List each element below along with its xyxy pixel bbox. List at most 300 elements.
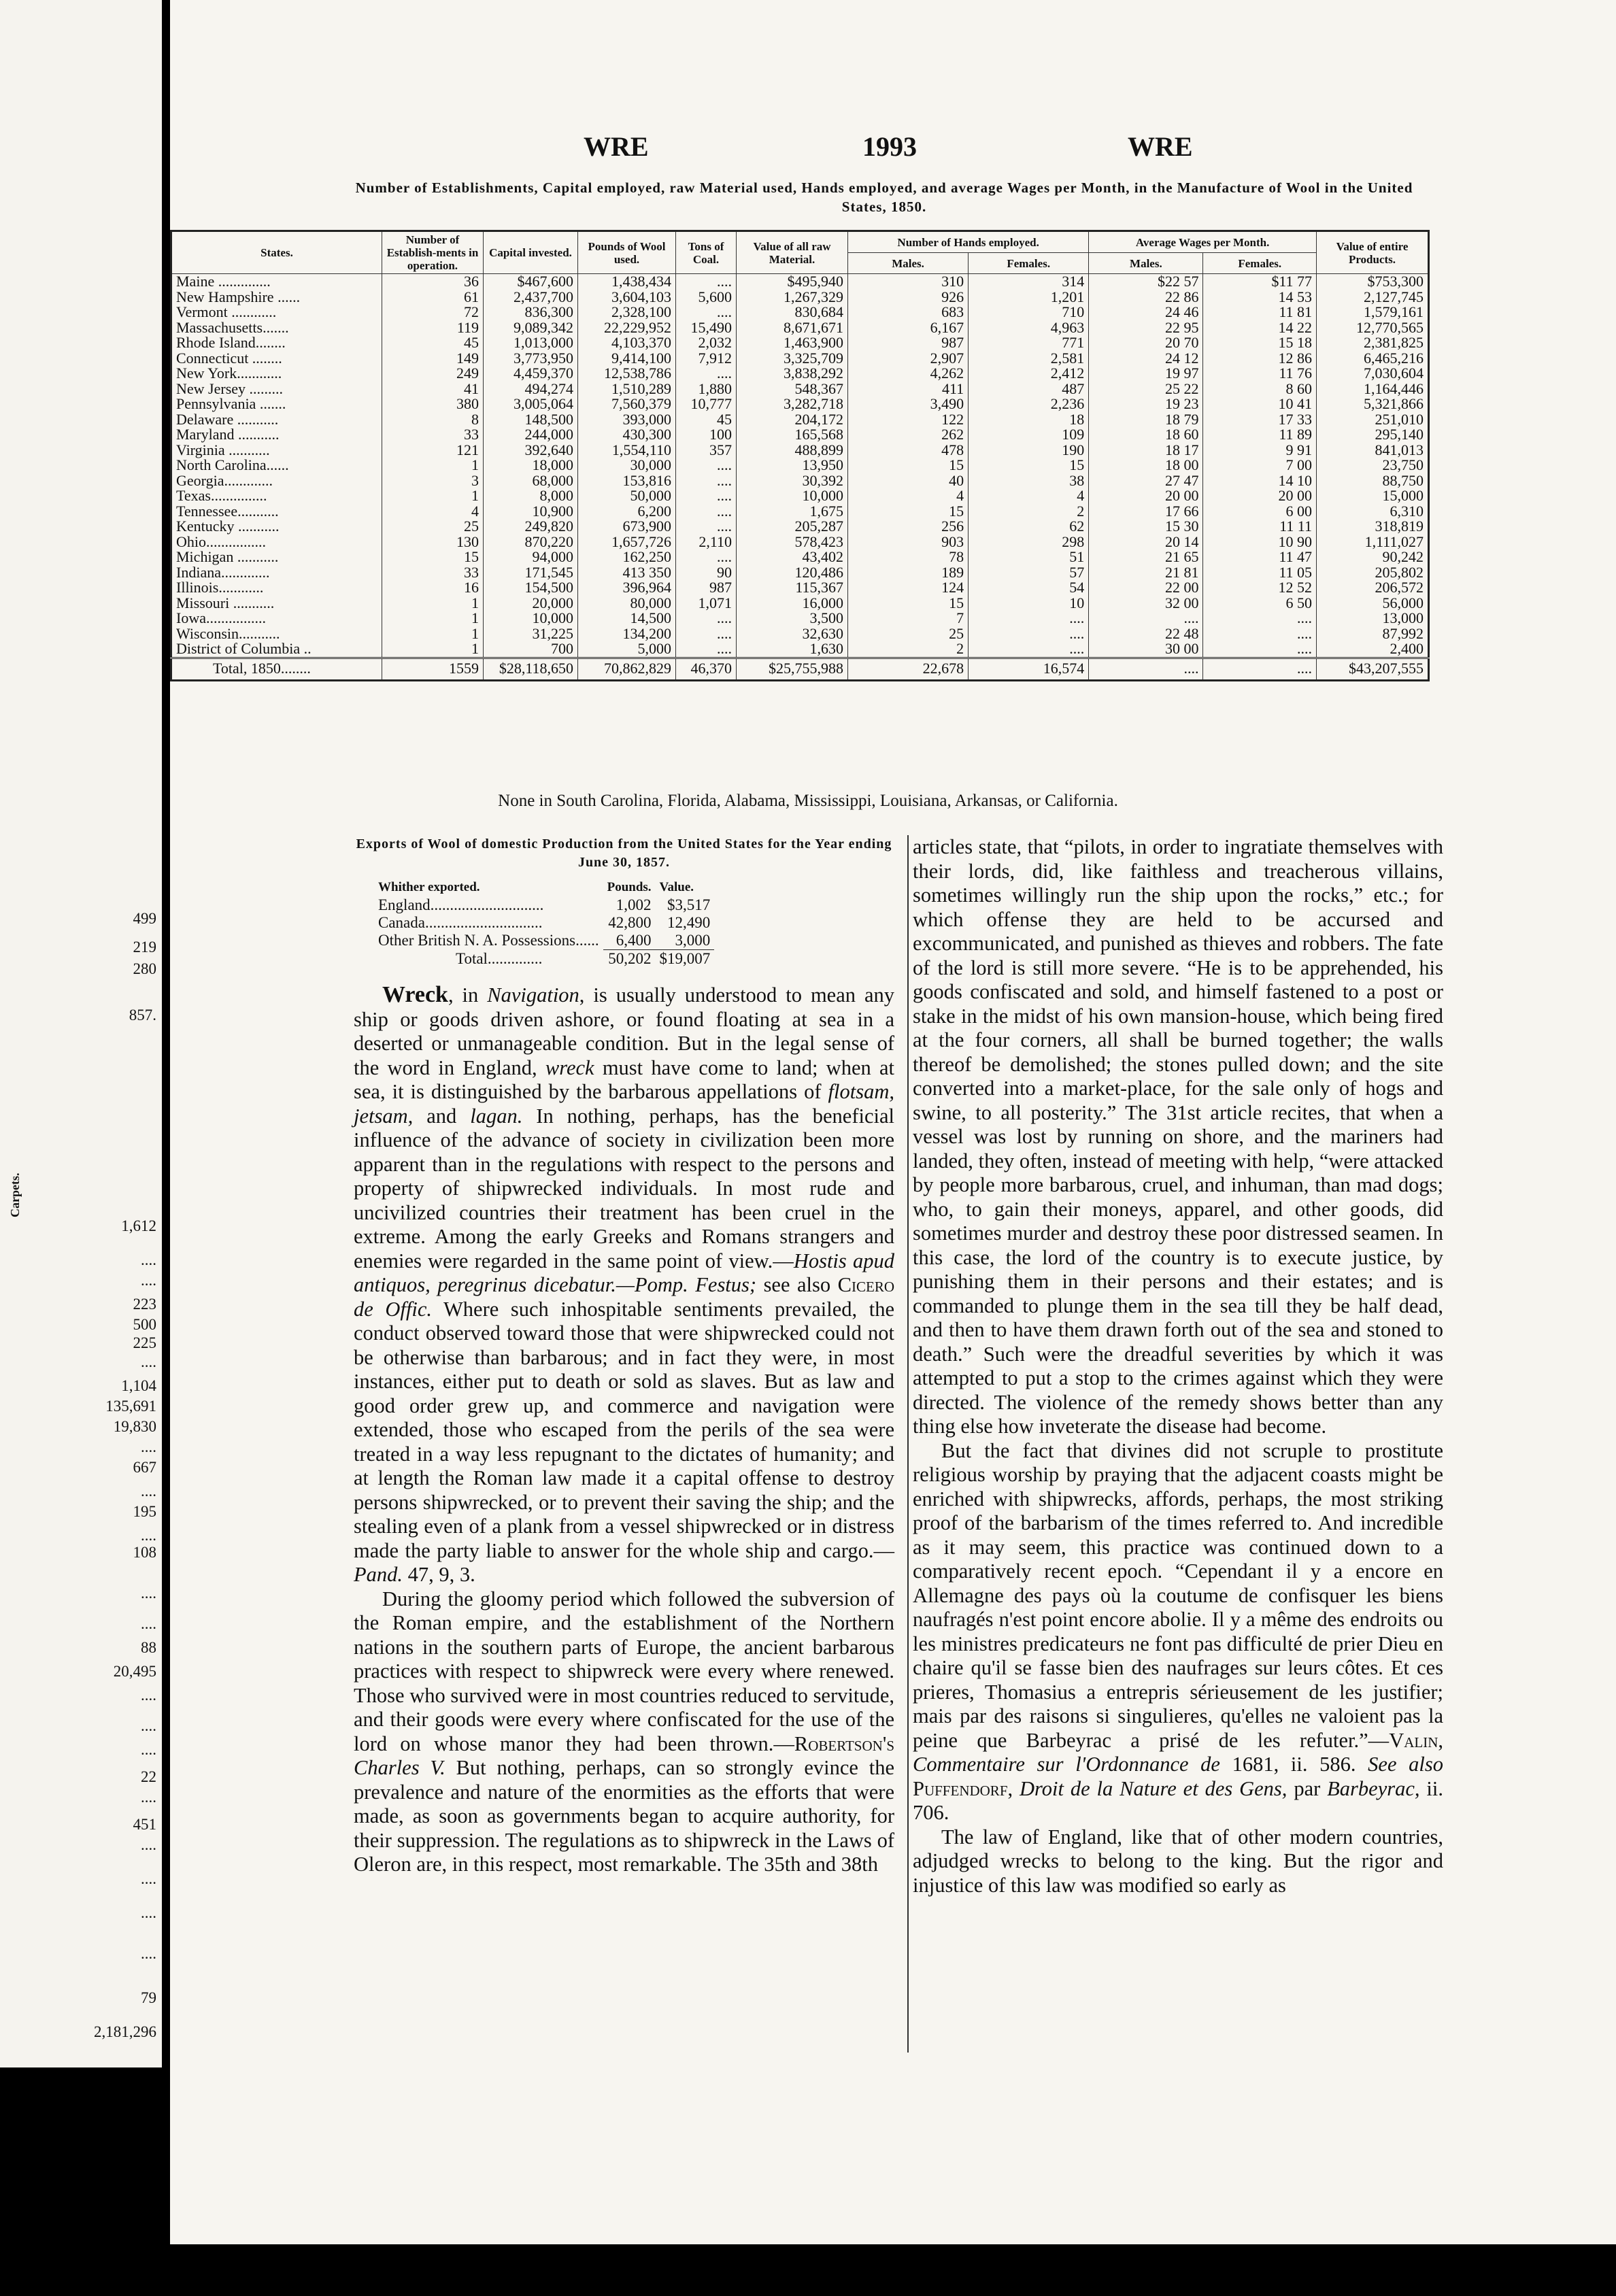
table-cell: 11 11 [1203, 519, 1317, 535]
table-cell: 13,000 [1317, 611, 1429, 626]
table-cell: 1,554,110 [578, 443, 676, 458]
col-header-products: Value of entire Products. [1317, 231, 1429, 274]
wreck-paragraph-4 [913, 1439, 1443, 1825]
left-page-figure: 88 [141, 1639, 156, 1656]
table-cell: 18 17 [1089, 443, 1203, 458]
table-cell: 2,032 [676, 335, 737, 351]
table-cell: 22 86 [1089, 290, 1203, 305]
table-cell: 17 33 [1203, 412, 1317, 428]
table-cell: 1,630 [737, 641, 848, 658]
table-cell: 4 [848, 488, 969, 504]
table-cell: 578,423 [737, 535, 848, 550]
table-cell: 21 65 [1089, 550, 1203, 565]
table-cell: 1,880 [676, 382, 737, 397]
header-left: WRE [584, 131, 649, 162]
table-cell: 56,000 [1317, 596, 1429, 611]
table-cell: 5,000 [578, 641, 676, 658]
table-cell: 298 [969, 535, 1089, 550]
table-row [171, 626, 1429, 642]
left-page-figure: 667 [133, 1459, 156, 1476]
left-page-fragment [0, 0, 162, 2067]
table-cell: .... [676, 519, 737, 535]
table-cell: 310 [848, 274, 969, 290]
table-cell: 3,490 [848, 396, 969, 412]
state-name-cell: Rhode Island........ [171, 335, 382, 351]
col-header-establishments: Number of Establish-ments in operation. [382, 231, 484, 274]
table-cell: 206,572 [1317, 580, 1429, 596]
table-cell: 15 [848, 458, 969, 473]
table-row [171, 290, 1429, 305]
small-caps-text: Puffendorf, [913, 1776, 1013, 1800]
left-page-figure: 108 [133, 1544, 156, 1561]
italic-text: Barbeyrac, [1327, 1776, 1420, 1800]
table-cell: 1 [382, 611, 484, 626]
left-page-figure: .... [141, 1870, 156, 1887]
table-cell: 12,538,786 [578, 366, 676, 382]
left-page-figure: 1,104 [121, 1377, 156, 1394]
state-name-cell: Ohio................ [171, 535, 382, 550]
table-cell: .... [969, 611, 1089, 626]
total-cell: $28,118,650 [484, 658, 578, 680]
table-cell: 50,000 [578, 488, 676, 504]
table-cell: $467,600 [484, 274, 578, 290]
state-name-cell: Maine .............. [171, 274, 382, 290]
table-cell: 1,657,726 [578, 535, 676, 550]
italic-text: Charles V. [354, 1756, 445, 1779]
table-cell: 841,013 [1317, 443, 1429, 458]
page-number: 1993 [862, 131, 917, 162]
table-cell: 15 [848, 596, 969, 611]
table-cell: 1,675 [737, 504, 848, 520]
table-cell: 710 [969, 305, 1089, 320]
table-row [171, 305, 1429, 320]
table-note: None in South Carolina, Florida, Alabama, Mississippi, Louisiana, Arkansas, or California. [498, 792, 1118, 810]
table-cell: 249 [382, 366, 484, 382]
table-cell: 61 [382, 290, 484, 305]
table-cell: 10 [969, 596, 1089, 611]
total-cell: 70,862,829 [578, 658, 676, 680]
table-cell: 22 00 [1089, 580, 1203, 596]
col-header-capital: Capital invested. [484, 231, 578, 274]
table-cell: .... [1203, 626, 1317, 642]
table-cell: 987 [848, 335, 969, 351]
table-cell: 3,604,103 [578, 290, 676, 305]
table-cell: 6,310 [1317, 504, 1429, 520]
table-cell: 134,200 [578, 626, 676, 642]
table-cell: 251,010 [1317, 412, 1429, 428]
table-cell: 204,172 [737, 412, 848, 428]
total-cell: $43,207,555 [1317, 658, 1429, 680]
table-cell: .... [676, 488, 737, 504]
table-cell: 673,900 [578, 519, 676, 535]
table-cell: .... [676, 626, 737, 642]
table-cell: 80,000 [578, 596, 676, 611]
table-cell: .... [676, 366, 737, 382]
table-cell: 4,963 [969, 320, 1089, 336]
table-cell: 6 50 [1203, 596, 1317, 611]
table-cell: 1,013,000 [484, 335, 578, 351]
table-cell: 494,274 [484, 382, 578, 397]
table-cell: 205,802 [1317, 565, 1429, 581]
table-cell: 54 [969, 580, 1089, 596]
table-cell: 68,000 [484, 473, 578, 489]
exports-title: Exports of Wool of domestic Production from the United States for the Year ending June 30, 1857. [356, 837, 892, 870]
table-cell: 3,282,718 [737, 396, 848, 412]
state-name-cell: Texas............... [171, 488, 382, 504]
table-cell: 488,899 [737, 443, 848, 458]
left-page-figure: 499 [133, 910, 156, 927]
table-cell: .... [1203, 641, 1317, 658]
export-pounds: 6,400 [603, 932, 656, 950]
table-cell: 262 [848, 427, 969, 443]
left-page-figure: 280 [133, 960, 156, 977]
left-page-figure: .... [141, 1483, 156, 1500]
table-cell: 392,640 [484, 443, 578, 458]
table-cell: 2 [848, 641, 969, 658]
text: But the fact that divines did not scruple to prostitute religious worship by praying that the adjacent coasts might be enriched with shipwrecks, affords, perhaps, the most striking proof of the barbarism of the times referred to. And incredible as it may seem, this practice was continued down to a comparatively recent epoch. “Cependant il y a encore en Allemagne des pays où la coutume de confisquer les biens naufragés n'est point encore abolie. Il y a même des endroits ou les ministres predicateurs ne font pas difficulté de prier Dieu en chaire qu'il se fasse bien des naufrages sur leurs côtes. Et ces prieres, Thomasius a entrepris sérieusement de les justifier; mais par des raisons si singulieres, qu'elles ne valoient pas la peine que Barbeyrac a prisé de les refuter.”— [913, 1438, 1443, 1752]
table-row [171, 488, 1429, 504]
table-cell: 2,328,100 [578, 305, 676, 320]
wreck-paragraph-1 [354, 983, 894, 1587]
table-cell: 22 48 [1089, 626, 1203, 642]
table-cell: 40 [848, 473, 969, 489]
state-name-cell: Massachusetts....... [171, 320, 382, 336]
table-cell: 4,262 [848, 366, 969, 382]
table-cell: 88,750 [1317, 473, 1429, 489]
left-page-figure: 451 [133, 1816, 156, 1833]
left-page-figure: .... [141, 1438, 156, 1455]
exports-header-pounds: Pounds. [607, 880, 652, 894]
table-cell: 2 [969, 504, 1089, 520]
table-cell: 1,438,434 [578, 274, 676, 290]
table-cell: 109 [969, 427, 1089, 443]
left-page-figure: 195 [133, 1503, 156, 1520]
table-cell: 244,000 [484, 427, 578, 443]
table-cell: 124 [848, 580, 969, 596]
left-page-figure: .... [141, 1741, 156, 1758]
table-cell: 249,820 [484, 519, 578, 535]
table-row [171, 396, 1429, 412]
table-cell: 31,225 [484, 626, 578, 642]
state-name-cell: Georgia............. [171, 473, 382, 489]
table-cell: 357 [676, 443, 737, 458]
table-cell: 2,581 [969, 351, 1089, 367]
table-row [374, 896, 714, 914]
table-cell: 12 52 [1203, 580, 1317, 596]
small-caps-text: Robertson's [794, 1732, 894, 1755]
table-cell: 15 30 [1089, 519, 1203, 535]
table-cell: 15 [382, 550, 484, 565]
state-name-cell: New York............ [171, 366, 382, 382]
italic-text: Pand. [354, 1563, 403, 1586]
state-name-cell: Tennessee........... [171, 504, 382, 520]
table-cell: 380 [382, 396, 484, 412]
table-cell: 8 60 [1203, 382, 1317, 397]
table-cell: 1,111,027 [1317, 535, 1429, 550]
header-right: WRE [1128, 131, 1193, 162]
table-cell: 4 [969, 488, 1089, 504]
table-cell: 295,140 [1317, 427, 1429, 443]
state-name-cell: Pennsylvania ....... [171, 396, 382, 412]
table-cell: 7 [848, 611, 969, 626]
table-cell: 11 05 [1203, 565, 1317, 581]
col-header-wages-females: Females. [1203, 253, 1317, 274]
table-cell: 72 [382, 305, 484, 320]
table-row [374, 950, 714, 968]
table-cell: 2,381,825 [1317, 335, 1429, 351]
total-cell: 46,370 [676, 658, 737, 680]
table-cell: $22 57 [1089, 274, 1203, 290]
table-cell: .... [676, 550, 737, 565]
left-page-figure: .... [141, 1353, 156, 1370]
table-row [171, 320, 1429, 336]
state-name-cell: Iowa................ [171, 611, 382, 626]
left-page-figure: .... [141, 1717, 156, 1734]
table-cell: 830,684 [737, 305, 848, 320]
italic-text: Navigation [487, 983, 579, 1007]
table-cell: 15,000 [1317, 488, 1429, 504]
text: ii. 706. [913, 1776, 1443, 1824]
left-page-figure: 1,612 [121, 1217, 156, 1234]
table-cell: 4 [382, 504, 484, 520]
table-cell: 4,103,370 [578, 335, 676, 351]
table-cell: 30,000 [578, 458, 676, 473]
table-cell: 20,000 [484, 596, 578, 611]
table-cell: 683 [848, 305, 969, 320]
table-cell: 15 [848, 504, 969, 520]
table-cell: 14 22 [1203, 320, 1317, 336]
table-cell: 1 [382, 641, 484, 658]
state-name-cell: Illinois............ [171, 580, 382, 596]
text: In nothing, perhaps, has the beneficial influence of the advance of society in civilization been more apparent than in the regulations with respect to the persons and property of shipwrecked individuals. In most rude and uncivilized countries their treatment has been cruel in the extreme. Among the early Greeks and Romans strangers and enemies were regarded in the same point of view.— [354, 1104, 894, 1272]
table-cell: 11 89 [1203, 427, 1317, 443]
right-text-column [913, 835, 1443, 1897]
table-cell: 24 12 [1089, 351, 1203, 367]
table-cell: 119 [382, 320, 484, 336]
table-cell: 32 00 [1089, 596, 1203, 611]
table-cell: 148,500 [484, 412, 578, 428]
table-cell: 8 [382, 412, 484, 428]
left-text-column [354, 835, 894, 1877]
text: and [413, 1104, 471, 1128]
table-cell: 14 53 [1203, 290, 1317, 305]
text: 1681, ii. 586. [1219, 1753, 1368, 1776]
table-cell: 94,000 [484, 550, 578, 565]
table-cell: 122 [848, 412, 969, 428]
table-cell: 2,127,745 [1317, 290, 1429, 305]
table-cell: 9,089,342 [484, 320, 578, 336]
table-cell: 548,367 [737, 382, 848, 397]
table-cell: 27 47 [1089, 473, 1203, 489]
table-cell: 411 [848, 382, 969, 397]
table-cell: 20 70 [1089, 335, 1203, 351]
table-cell: 13,950 [737, 458, 848, 473]
export-destination: Other British N. A. Possessions...... [378, 932, 599, 949]
table-cell: 165,568 [737, 427, 848, 443]
left-page-figure: .... [141, 1904, 156, 1921]
state-name-cell: New Jersey ......... [171, 382, 382, 397]
table-row [171, 580, 1429, 596]
table-row [171, 596, 1429, 611]
table-row [171, 611, 1429, 626]
table-cell: 12,770,565 [1317, 320, 1429, 336]
export-value: 3,000 [656, 932, 715, 950]
table-row [374, 914, 714, 932]
table-cell: 10,000 [737, 488, 848, 504]
table-cell: 7,030,604 [1317, 366, 1429, 382]
total-cell: .... [1089, 658, 1203, 680]
table-cell: 17 66 [1089, 504, 1203, 520]
table-cell: 3,325,709 [737, 351, 848, 367]
table-cell: 2,437,700 [484, 290, 578, 305]
table-cell: .... [969, 641, 1089, 658]
table-cell: 18 79 [1089, 412, 1203, 428]
table-cell: 4,459,370 [484, 366, 578, 382]
table-cell: 57 [969, 565, 1089, 581]
state-name-cell: Connecticut ........ [171, 351, 382, 367]
table-cell: 11 81 [1203, 305, 1317, 320]
table-cell: 153,816 [578, 473, 676, 489]
table-cell: 30 00 [1089, 641, 1203, 658]
state-name-cell: Kentucky ........... [171, 519, 382, 535]
total-cell: $25,755,988 [737, 658, 848, 680]
table-cell: 18 [969, 412, 1089, 428]
table-row [171, 366, 1429, 382]
table-cell: 33 [382, 565, 484, 581]
table-cell: 10 41 [1203, 396, 1317, 412]
table-cell: 120,486 [737, 565, 848, 581]
wool-manufacture-table [170, 230, 1430, 681]
state-name-cell: New Hampshire ...... [171, 290, 382, 305]
table-cell: 1,510,289 [578, 382, 676, 397]
table-cell: 15 [969, 458, 1089, 473]
table-row [171, 550, 1429, 565]
table-row [374, 932, 714, 950]
export-total-label: Total.............. [456, 949, 543, 967]
table-cell: 62 [969, 519, 1089, 535]
table-cell: 19 23 [1089, 396, 1203, 412]
table-cell: 314 [969, 274, 1089, 290]
export-value: $3,517 [667, 896, 711, 913]
table-cell: 396,964 [578, 580, 676, 596]
export-value: 12,490 [667, 914, 711, 931]
table-cell: 487 [969, 382, 1089, 397]
table-cell: 15,490 [676, 320, 737, 336]
italic-text: Droit de la Nature et des Gens, [1013, 1776, 1287, 1800]
table-cell: 12 86 [1203, 351, 1317, 367]
table-cell: 22 95 [1089, 320, 1203, 336]
table-cell: 8,671,671 [737, 320, 848, 336]
state-name-cell: Maryland ........... [171, 427, 382, 443]
table-cell: 7 00 [1203, 458, 1317, 473]
table-cell: 771 [969, 335, 1089, 351]
table-cell: 87,992 [1317, 626, 1429, 642]
table-row [171, 412, 1429, 428]
table-cell: 1,201 [969, 290, 1089, 305]
table-cell: 8,000 [484, 488, 578, 504]
table-cell: 393,000 [578, 412, 676, 428]
state-name-cell: Delaware ........... [171, 412, 382, 428]
table-row [171, 519, 1429, 535]
table-cell: 1 [382, 488, 484, 504]
table-row [171, 535, 1429, 550]
table-cell: 38 [969, 473, 1089, 489]
table-cell: 9,414,100 [578, 351, 676, 367]
state-name-cell: Indiana............. [171, 565, 382, 581]
table-row [171, 335, 1429, 351]
table-cell: 22,229,952 [578, 320, 676, 336]
table-cell: 16 [382, 580, 484, 596]
total-label-cell: Total, 1850........ [171, 658, 382, 680]
table-cell: 45 [676, 412, 737, 428]
table-cell: 30,392 [737, 473, 848, 489]
italic-text: See also [1368, 1753, 1443, 1776]
left-page-figure: 79 [141, 1989, 156, 2006]
left-page-figure: 500 [133, 1316, 156, 1333]
export-total-pounds: 50,202 [608, 950, 652, 967]
table-cell: 90 [676, 565, 737, 581]
table-total-row [171, 658, 1429, 680]
table-cell: .... [969, 626, 1089, 642]
left-page-figure: .... [141, 1272, 156, 1289]
left-page-figure: .... [141, 1527, 156, 1544]
table-cell: 130 [382, 535, 484, 550]
table-cell: .... [676, 458, 737, 473]
table-cell: $11 77 [1203, 274, 1317, 290]
table-cell: 149 [382, 351, 484, 367]
total-cell: .... [1203, 658, 1317, 680]
running-header [182, 131, 1488, 166]
col-header-hands: Number of Hands employed. [848, 231, 1089, 253]
table-cell: 836,300 [484, 305, 578, 320]
table-cell: 6 00 [1203, 504, 1317, 520]
table-cell: .... [676, 305, 737, 320]
table-cell: .... [676, 504, 737, 520]
table-cell: 10,777 [676, 396, 737, 412]
table-cell: 256 [848, 519, 969, 535]
table-cell: .... [676, 641, 737, 658]
table-cell: 1,579,161 [1317, 305, 1429, 320]
table-cell: 430,300 [578, 427, 676, 443]
table-cell: 1,463,900 [737, 335, 848, 351]
left-page-figure: 2,181,296 [94, 2023, 156, 2040]
table-cell: 3,500 [737, 611, 848, 626]
left-page-figure: .... [141, 1251, 156, 1268]
table-cell: 25 22 [1089, 382, 1203, 397]
small-caps-text: Valin, [1389, 1728, 1443, 1752]
left-page-figure: 22 [141, 1768, 156, 1785]
col-header-wages: Average Wages per Month. [1089, 231, 1317, 253]
col-header-states: States. [171, 231, 382, 274]
italic-text: flotsam, jetsam, [354, 1080, 894, 1128]
table-cell: 33 [382, 427, 484, 443]
table-cell: 10,900 [484, 504, 578, 520]
text: must have come to land; when at sea, it is distinguished by the barbarous appellations of [354, 1056, 894, 1103]
state-name-cell: Vermont ............ [171, 305, 382, 320]
table-cell: 318,819 [1317, 519, 1429, 535]
wreck-paragraph-5: The law of England, like that of other modern countries, adjudged wrecks to belong to the king. But the rigor and injustice of this law was modified so early as [913, 1825, 1443, 1897]
state-name-cell: Missouri ........... [171, 596, 382, 611]
table-row [171, 382, 1429, 397]
table-cell: 171,545 [484, 565, 578, 581]
table-cell: 478 [848, 443, 969, 458]
table-cell: 2,110 [676, 535, 737, 550]
table-row [171, 504, 1429, 520]
table-title: Number of Establishments, Capital employed, raw Material used, Hands employed, and average Wages per Month, in the Manufacture of Wool in the United States, 1850. [355, 180, 1413, 215]
left-page-figure: .... [141, 1836, 156, 1853]
text: Where such inhospitable sentiments prevailed, the conduct observed toward those that were shipwrecked could not be otherwise than barbarous; and in fact they were, in most instances, either put to death or sold as slaves. But as law and good order grew up, and commerce and navigation were extended, those who escaped from the perils of the sea were treated in a way less repugnant to the dictates of humanity; and at length the Roman law made it a capital offense to destroy persons shipwrecked, or to prevent their saving the ship; and the stealing even of a plank from a vessel shipwrecked or in distress made the party liable to answer for the whole ship and cargo.— [354, 1297, 894, 1562]
table-cell: 43,402 [737, 550, 848, 565]
